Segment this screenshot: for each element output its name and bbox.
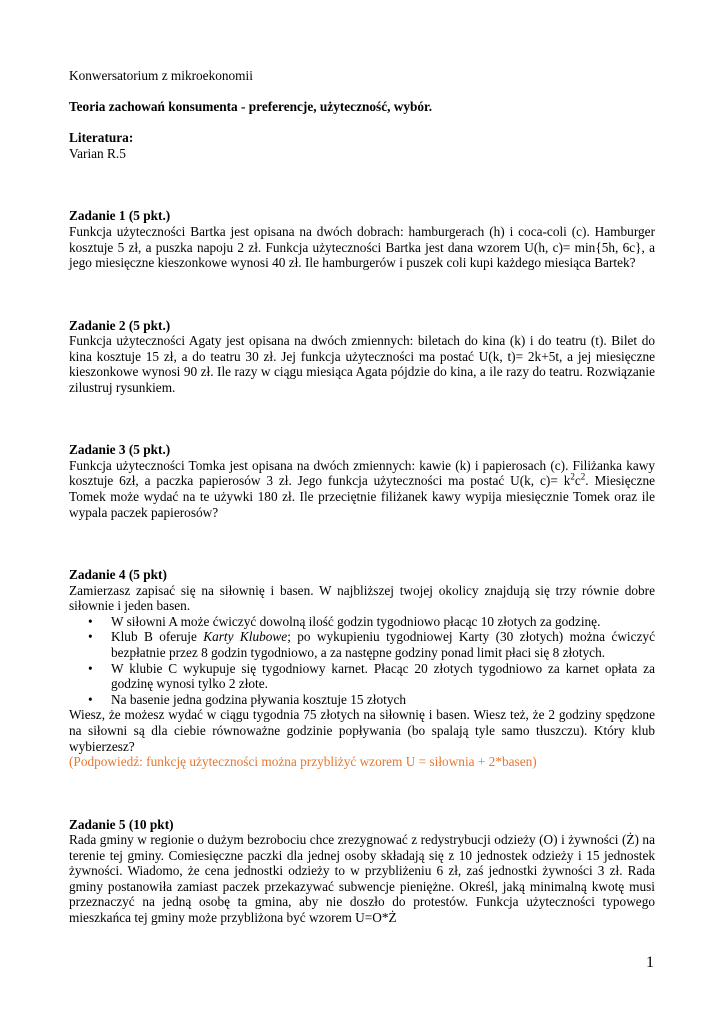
option-gym-a: W siłowni A może ćwiczyć dowolną ilość godzin tygodniowo płacąc 10 złotych za godzinę.	[111, 613, 601, 629]
task-4-title: Zadanie 4 (5 pkt)	[69, 567, 167, 582]
task-3-exponent-k: 2	[570, 472, 575, 483]
task-1	[69, 208, 655, 270]
task-4-options-list	[69, 614, 655, 708]
task-3-exponent-c: 2	[580, 472, 586, 483]
option-pool: Na basenie jedna godzina pływania kosztuje 15 złotych	[111, 691, 407, 707]
list-item	[69, 692, 655, 708]
literature-heading: Literatura:	[69, 130, 134, 146]
list-item	[69, 629, 655, 660]
list-item	[69, 661, 655, 692]
task-3-text-b: . Miesięczne Tomek może wydać na te używki 180 zł. Ile przeciętnie filiżanek kawy wypija miesięcznie Tomek oraz ile wypala paczek papierosów?	[69, 473, 655, 520]
task-3	[69, 442, 655, 520]
task-5-title: Zadanie 5 (10 pkt)	[69, 816, 174, 832]
task-2	[69, 318, 655, 396]
page-number: 1	[646, 954, 654, 971]
task-4-outro: Wiesz, że możesz wydać w ciągu tygodnia 75 złotych na siłownię i basen. Wiesz też, że 2 godziny spędzone na siłowni są dla ciebie równoważne godzinie popływania (bo spalają tyle samo tłuszczu). Który klub wybierzesz?	[69, 707, 655, 754]
task-2-body: Funkcja użyteczności Agaty jest opisana na dwóch zmiennych: biletach do kina (k) i do teatru (t). Bilet do kina kosztuje 15 zł, a do teatru 30 zł. Jej funkcja użyteczności ma postać U(k, t)= 2k+5t, a jej miesięczne kieszonkowe wynosi 90 zł. Ile razy w ciągu miesiąca Agata pójdzie do kina, a ile razy do teatru. Rozwiązanie zilustruj rysunkiem.	[69, 333, 655, 395]
option-club-b-pre: Klub B oferuje	[111, 629, 204, 645]
task-3-text-a: Funkcja użyteczności Tomka jest opisana na dwóch zmiennych: kawie (k) i papierosach (c). Filiżanka kawy kosztuje 6zł, a paczka papierosów 3 zł. Jego funkcja użyteczności ma postać U(k, c)= k	[69, 457, 655, 489]
bullet-icon: •	[88, 613, 93, 629]
bullet-icon: •	[88, 629, 93, 645]
document-body	[69, 68, 655, 926]
task-2-title: Zadanie 2 (5 pkt.)	[69, 317, 171, 333]
task-5	[69, 817, 655, 926]
task-4-hint: (Podpowiedź: funkcję użyteczności można przybliżyć wzorem U = siłownia + 2*basen)	[69, 754, 537, 770]
option-club-c: W klubie C wykupuje się tygodniowy karnet. Płacąc 20 złotych tygodniowo za karnet opłata za godzinę wynosi tylko 2 złote.	[111, 660, 655, 692]
bullet-icon: •	[88, 691, 93, 707]
task-3-title: Zadanie 3 (5 pkt.)	[69, 442, 171, 458]
task-3-text-c: c	[574, 473, 581, 489]
option-club-b-emphasis: Karty Klubowe	[203, 629, 288, 645]
option-club-b-post: ; po wykupieniu tygodniowej Karty (30 złotych) można ćwiczyć bezpłatnie przez 8 godzin tygodniowo, a za następne godziny ponad limit płaci się 8 złotych.	[111, 629, 655, 660]
task-5-body: Rada gminy w regionie o dużym bezrobociu chce zrezygnować z redystrybucji odzieży (O) i żywności (Ż) na terenie tej gminy. Comiesięczne paczki dla jednej osoby składają się z 10 jednostek odzieży i 15 jednostek żywności. Wiadomo, że cena jednostki odzieży to w przybliżeniu 6 zł, zaś jednostki żywności 3 zł. Rada gminy postanowiła zamiast paczek przekazywać subwencje pieniężne. Określ, jaką minimalną kwotę musi przeznaczyć na jedną osobę ta gmina, aby nie doszło do protestów. Funkcja użyteczności typowego mieszkańca tej gminy może przybliżona być wzorem U=O*Ż	[69, 832, 655, 926]
course-title: Konwersatorium z mikroekonomii	[69, 68, 253, 83]
list-item	[69, 614, 655, 630]
literature-item: Varian R.5	[69, 145, 126, 161]
task-1-title: Zadanie 1 (5 pkt.)	[69, 208, 171, 224]
topic-heading: Teoria zachowań konsumenta - preferencje, użyteczność, wybór.	[69, 99, 433, 115]
bullet-icon: •	[88, 660, 93, 676]
task-1-body: Funkcja użyteczności Bartka jest opisana na dwóch dobrach: hamburgerach (h) i coca-coli (c). Hamburger kosztuje 5 zł, a puszka napoju 2 zł. Funkcja użyteczności Bartka jest dana wzorem U(h, c)= min{5h, 6c}, a jego miesięczne kieszonkowe wynosi 40 zł. Ile hamburgerów i puszek coli kupi każdego miesiąca Bartek?	[69, 223, 655, 271]
task-4	[69, 567, 655, 770]
task-4-intro: Zamierzasz zapisać się na siłownię i basen. W najbliższej twojej okolicy znajdują się trzy równie dobre siłownie i jeden basen.	[69, 582, 655, 614]
task-3-body	[69, 458, 655, 520]
